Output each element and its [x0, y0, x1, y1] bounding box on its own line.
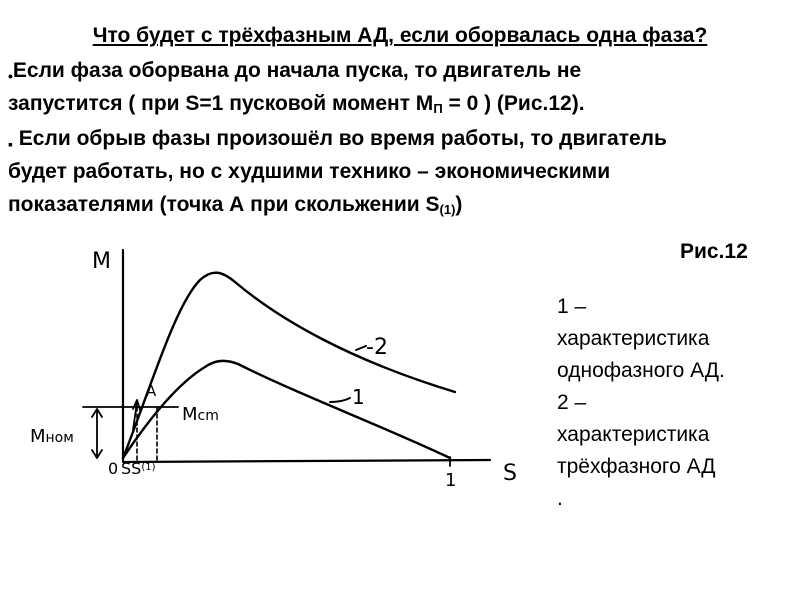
slide-title: Что будет с трёхфазным АД, если оборвалась одна фаза?	[92, 24, 708, 47]
point-a-label: A	[146, 382, 157, 400]
legend-line: трёхфазного АД	[557, 455, 716, 478]
bullet1-line2-end: = 0 ) (Рис.12).	[442, 92, 585, 115]
legend-line: 1 –	[557, 295, 587, 318]
legend-line: .	[557, 487, 563, 510]
bullet2-line2: будет работать, но с худшими технико – экономическими	[8, 160, 611, 183]
axis-label-m: M	[92, 249, 111, 274]
axis-label-s: S	[503, 461, 517, 486]
curve-2-leader	[356, 346, 366, 350]
bullet1-line2: запустится ( при S=1 пусковой момент М	[8, 92, 434, 115]
bullet1-line1: Если фаза оборвана до начала пуска, то двигатель не	[12, 59, 582, 82]
curve-2-label: -2	[366, 335, 388, 360]
figure-label: Рис.12	[680, 240, 748, 263]
tick-label-one: 1	[445, 470, 457, 491]
legend-line: однофазного АД.	[557, 359, 725, 382]
bullet2-line1: Если обрыв фазы произошёл во время работы, то двигатель	[12, 127, 667, 150]
m-nom-label: Мном	[30, 426, 74, 447]
tick-label-ss: SS$^{(1)}$	[121, 459, 156, 478]
bullet2-line3-end: )	[455, 193, 463, 216]
origin-label: 0	[108, 459, 119, 478]
curve-1-single-phase	[123, 361, 450, 458]
bullet2-line3: показателями (точка А при скольжении S	[8, 193, 440, 216]
m-start-label: Мcm	[182, 404, 219, 425]
curve-1-label: 1	[352, 385, 365, 409]
curve-2-three-phase	[123, 273, 455, 458]
subscript-p: П	[433, 101, 443, 116]
x-axis	[123, 460, 490, 462]
legend-line: характеристика	[557, 423, 710, 446]
legend-line: характеристика	[557, 327, 710, 350]
bullet-marker: ▪	[8, 136, 13, 152]
bullet-marker: •	[8, 68, 13, 84]
legend-line: 2 –	[557, 391, 587, 414]
curve-1-leader	[330, 398, 350, 402]
subscript-s1: (1)	[439, 202, 456, 217]
